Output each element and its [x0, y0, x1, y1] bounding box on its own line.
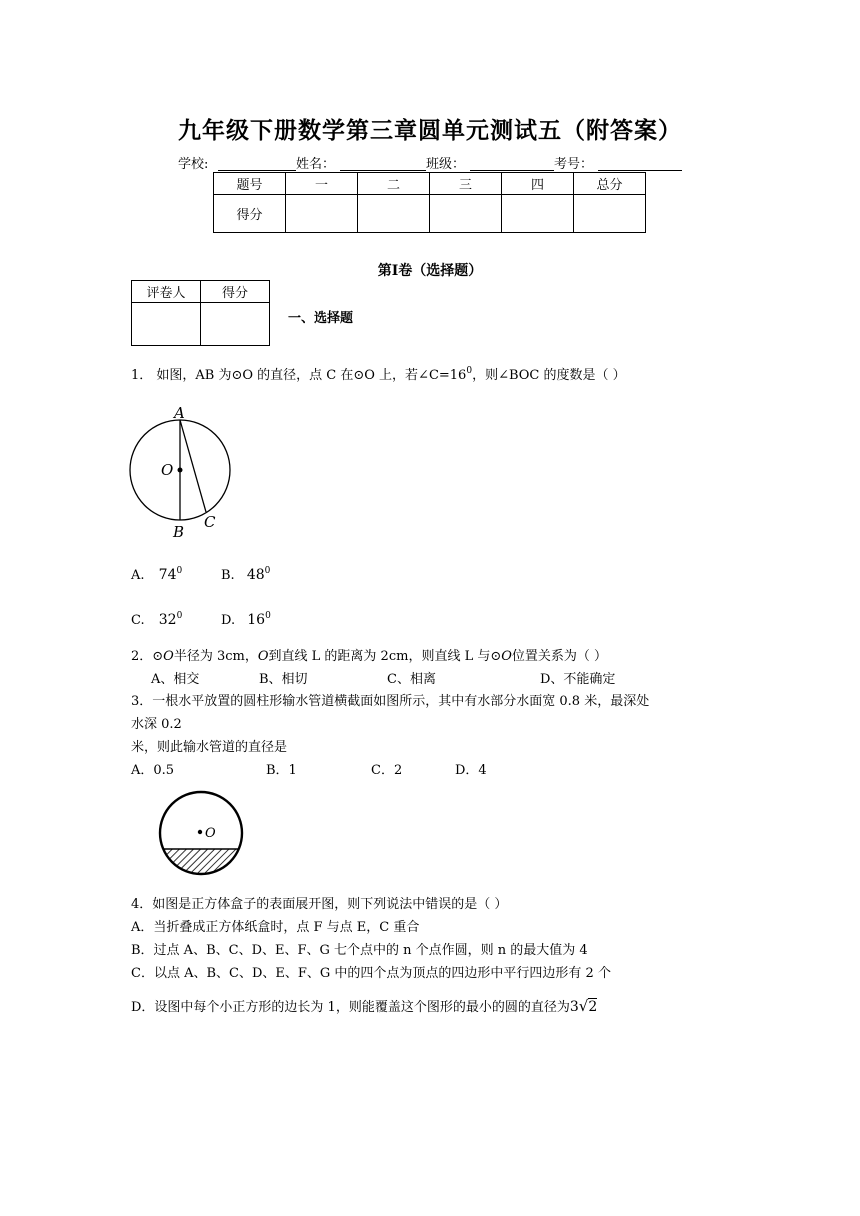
- q3-option-d[interactable]: D．4: [455, 763, 487, 778]
- question-3-line-2: 水深 0.2: [131, 717, 182, 732]
- exam-title: 九年级下册数学第三章圆单元测试五（附答案）: [178, 118, 682, 144]
- q4-option-c[interactable]: C．以点 A、B、C、D、E、F、G 中的四个点为顶点的四边形中平行四边形有 2 个: [131, 966, 611, 981]
- question-1-stem: [131, 364, 626, 383]
- q2-text-3: 到直线 L 的距离为 2cm，则直线 L 与⊙: [268, 649, 502, 664]
- name-label: 姓名：: [296, 157, 336, 172]
- q1-degree: 0: [466, 366, 473, 376]
- score-table-header-row: [214, 173, 646, 195]
- grader-score-label: 得分: [201, 281, 270, 303]
- score-table: [213, 172, 646, 233]
- part-title: 一、选择题: [288, 311, 354, 326]
- q1-text: 1． 如图，AB 为⊙O 的直径，点 C 在⊙O 上，若∠C=16: [131, 368, 467, 383]
- score-table-score-row: [214, 195, 646, 233]
- q4-option-d-text: D．设图中每个小正方形的边长为 1，则能覆盖这个图形的最小的圆的直径为: [131, 1000, 570, 1015]
- score-cell[interactable]: [286, 195, 358, 233]
- q4-option-a[interactable]: A．当折叠成正方体纸盒时，点 F 与点 E，C 重合: [131, 920, 420, 935]
- q1-option-b-degree: 0: [264, 566, 271, 576]
- q1-option-d-degree: 0: [265, 611, 271, 621]
- q1-label-o: O: [161, 461, 174, 479]
- score-header-cell: 题号: [214, 173, 286, 195]
- question-3-line-3: 米，则此输水管道的直径是: [131, 740, 288, 755]
- q4-option-d-coefficient: 3: [569, 999, 579, 1015]
- q2-o-3: O: [501, 649, 512, 664]
- question-2-stem: [131, 645, 607, 664]
- score-cell[interactable]: [574, 195, 646, 233]
- number-label: 考号：: [554, 157, 594, 172]
- question-3-line-1: 3．一根水平放置的圆柱形输水管道横截面如图所示，其中有水部分水面宽 0.8 米，最深处: [131, 694, 650, 709]
- q2-option-a[interactable]: A、相交: [151, 672, 200, 687]
- q3-option-a[interactable]: A．0.5: [131, 763, 175, 778]
- q2-option-d[interactable]: D、不能确定: [540, 672, 616, 687]
- q2-o-2: O: [257, 649, 269, 664]
- score-header-cell: 总分: [574, 173, 646, 195]
- q1-center-dot: [178, 468, 183, 473]
- q1-option-b[interactable]: [221, 567, 270, 583]
- q1-option-a-degree: 0: [176, 566, 183, 576]
- grader-table: [131, 280, 270, 346]
- q1-tail: ，则∠BOC 的度数是（ ）: [472, 368, 626, 383]
- section-title: 第Ⅰ卷（选择题）: [377, 263, 483, 279]
- q1-option-d[interactable]: [221, 612, 271, 628]
- score-cell[interactable]: [430, 195, 502, 233]
- q1-option-d-value: 16: [247, 612, 266, 628]
- q1-option-c-letter: C.: [131, 613, 145, 628]
- grader-score-cell[interactable]: [201, 303, 270, 346]
- question-4-stem: 4．如图是正方体盒子的表面展开图，则下列说法中错误的是（ ）: [131, 897, 508, 912]
- school-label: 学校:: [178, 157, 209, 172]
- q3-label-o: O: [205, 826, 216, 841]
- q2-o-1: O: [163, 649, 174, 664]
- q1-option-c[interactable]: [131, 612, 182, 628]
- q4-option-d-radicand: 2: [588, 999, 598, 1015]
- school-blank[interactable]: [218, 170, 296, 171]
- q1-label-a: A: [174, 404, 185, 422]
- score-header-cell: 一: [286, 173, 358, 195]
- q1-circle-figure: [120, 400, 240, 545]
- class-label: 班级：: [426, 157, 466, 172]
- q1-option-c-degree: 0: [176, 611, 183, 621]
- score-cell[interactable]: [502, 195, 574, 233]
- q2-text-2: 半径为 3cm，: [173, 649, 258, 664]
- score-header-cell: 二: [358, 173, 430, 195]
- q1-option-c-value: 32: [158, 612, 177, 628]
- q1-option-a[interactable]: [131, 567, 182, 583]
- q1-option-a-letter: A.: [131, 568, 145, 583]
- q4-option-b[interactable]: B．过点 A、B、C、D、E、F、G 七个点中的 n 个点作圆，则 n 的最大值为 4: [131, 943, 588, 958]
- class-blank[interactable]: [470, 170, 554, 171]
- score-header-cell: 三: [430, 173, 502, 195]
- q1-option-d-letter: D.: [221, 613, 236, 628]
- q2-option-b[interactable]: B、相切: [259, 672, 308, 687]
- score-header-cell: 四: [502, 173, 574, 195]
- q1-option-b-letter: B.: [221, 568, 235, 583]
- grader-cell[interactable]: [132, 303, 201, 346]
- q2-option-c[interactable]: C、相离: [387, 672, 436, 687]
- score-cell[interactable]: [358, 195, 430, 233]
- q4-option-d[interactable]: [131, 996, 597, 1015]
- q2-text-1: 2．⊙: [131, 649, 164, 664]
- q1-option-a-value: 74: [158, 567, 177, 583]
- score-row-label: 得分: [214, 195, 286, 233]
- q1-label-b: B: [173, 523, 185, 541]
- q3-option-c[interactable]: C．2: [371, 763, 403, 778]
- q1-chord-ac: [180, 420, 206, 512]
- number-blank[interactable]: [598, 170, 682, 171]
- sqrt-symbol: √: [578, 997, 589, 1015]
- q3-center-dot: [198, 830, 202, 834]
- q2-text-4: 位置关系为（ ）: [511, 649, 608, 664]
- name-blank[interactable]: [340, 170, 426, 171]
- grader-label: 评卷人: [132, 281, 201, 303]
- q3-option-b[interactable]: B．1: [266, 763, 297, 778]
- q1-option-b-value: 48: [246, 567, 265, 583]
- q3-pipe-figure: [155, 788, 250, 880]
- q1-label-c: C: [204, 513, 216, 531]
